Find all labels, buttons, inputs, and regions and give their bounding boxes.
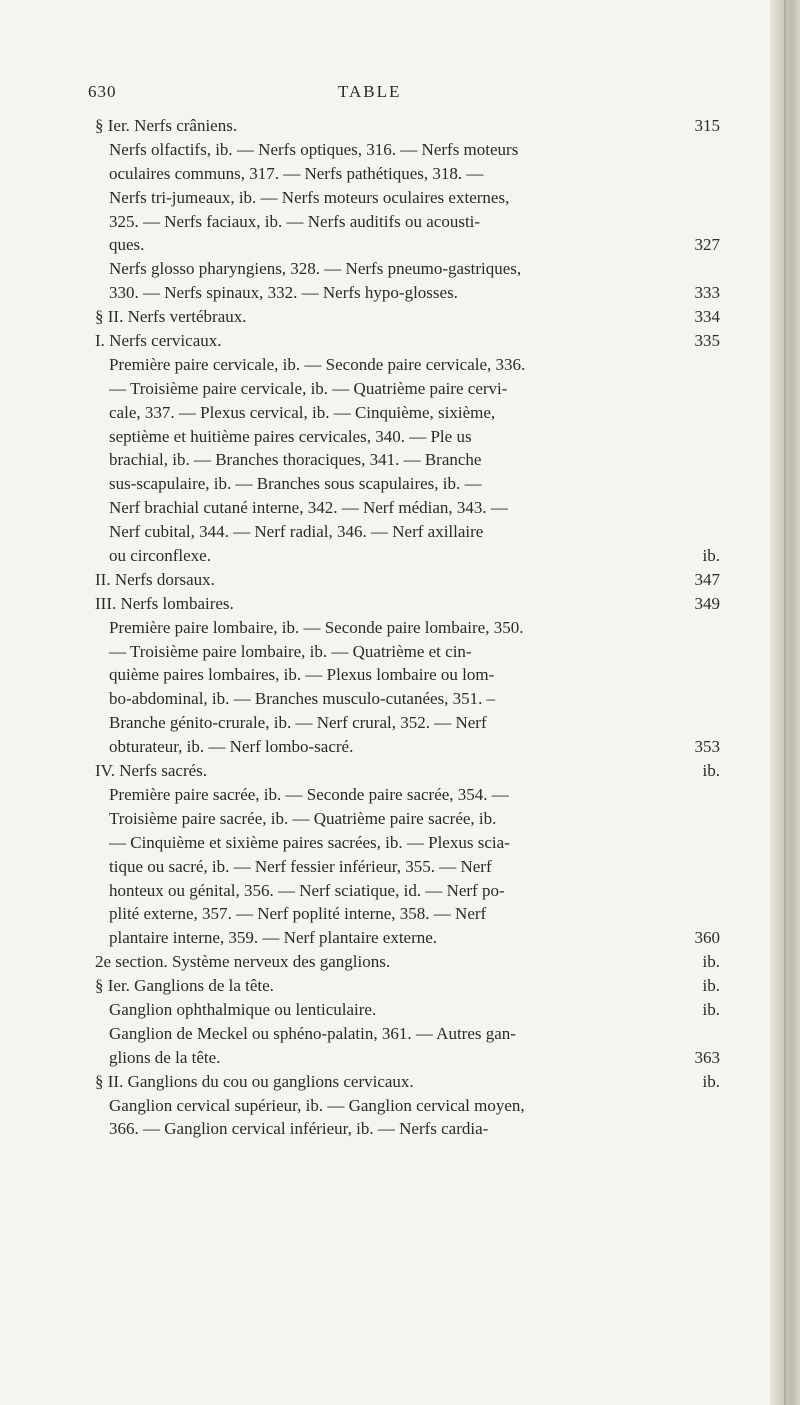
toc-line [95, 401, 720, 425]
toc-line [95, 472, 720, 496]
toc-line-text: obturateur, ib. — Nerf lombo-sacré. [109, 737, 354, 757]
toc-line-text: quième paires lombaires, ib. — Plexus lombaire ou lom- [109, 665, 495, 685]
toc-line [95, 902, 720, 926]
toc-line-text: plité externe, 357. — Nerf poplité interne, 358. — Nerf [109, 904, 487, 924]
toc-line-text: § II. Ganglions du cou ou ganglions cervicaux. [95, 1071, 414, 1091]
toc-line-text: brachial, ib. — Branches thoraciques, 341. — Branche [109, 450, 482, 470]
toc-line [95, 783, 720, 807]
toc-line [95, 186, 720, 210]
running-title: TABLE [338, 82, 402, 101]
toc-line-text: Première paire lombaire, ib. — Seconde paire lombaire, 350. [109, 617, 524, 637]
toc-line [95, 496, 720, 520]
toc-line-text: 2e section. Système nerveux des ganglions. [95, 952, 391, 972]
toc-line [95, 233, 720, 257]
book-binding [770, 0, 800, 1405]
toc-page-ref: ib. [702, 976, 720, 996]
toc-line-text: Nerfs tri-jumeaux, ib. — Nerfs moteurs oculaires externes, [109, 187, 510, 207]
toc-line [95, 926, 720, 950]
toc-page-ref: ib. [702, 546, 720, 566]
toc-line-text: 366. — Ganglion cervical inférieur, ib. — Nerfs cardia- [109, 1119, 489, 1139]
toc-line [95, 711, 720, 735]
toc-line [95, 807, 720, 831]
toc-line-text: II. Nerfs dorsaux. [95, 569, 215, 589]
toc-line [95, 138, 720, 162]
toc-line [95, 998, 720, 1022]
toc-line-text: Nerfs glosso pharyngiens, 328. — Nerfs pneumo-gastriques, [109, 259, 522, 279]
toc-line [95, 281, 720, 305]
toc-line-text: Nerf brachial cutané interne, 342. — Nerf médian, 343. — [109, 498, 508, 518]
toc-line [95, 1046, 720, 1070]
toc-line [95, 831, 720, 855]
toc-page-ref: ib. [702, 1071, 720, 1091]
toc-page-ref: 349 [694, 593, 720, 613]
toc-line [95, 855, 720, 879]
toc-line [95, 974, 720, 998]
toc-line [95, 329, 720, 353]
toc-line-text: bo-abdominal, ib. — Branches musculo-cutanées, 351. – [109, 689, 496, 709]
toc-line-text: — Troisième paire cervicale, ib. — Quatrième paire cervi- [109, 378, 508, 398]
toc-line-text: — Cinquième et sixième paires sacrées, ib. — Plexus scia- [109, 832, 510, 852]
toc-line [95, 210, 720, 234]
binding-edge [784, 0, 786, 1405]
toc-line-text: § II. Nerfs vertébraux. [95, 307, 247, 327]
toc-page-ref: 347 [694, 569, 720, 589]
page-number: 630 [88, 82, 117, 101]
toc-line-text: IV. Nerfs sacrés. [95, 761, 208, 781]
toc-line-text: Ganglion de Meckel ou sphéno-palatin, 361. — Autres gan- [109, 1023, 516, 1043]
toc-line-text: Troisième paire sacrée, ib. — Quatrième paire sacrée, ib. [109, 808, 497, 828]
toc-page-ref: 315 [694, 116, 720, 135]
toc-line [95, 425, 720, 449]
toc-line-text: Nerf cubital, 344. — Nerf radial, 346. — Nerf axillaire [109, 522, 484, 542]
toc-page-ref: ib. [702, 952, 720, 972]
toc-line [95, 735, 720, 759]
toc-page-ref: 333 [694, 283, 720, 303]
toc-line-text: — Troisième paire lombaire, ib. — Quatrième et cin- [109, 641, 472, 661]
toc-line [95, 759, 720, 783]
toc-line-text: Ganglion ophthalmique ou lenticulaire. [109, 999, 377, 1019]
toc-line-text: plantaire interne, 359. — Nerf plantaire externe. [109, 928, 438, 948]
toc-page-ref: ib. [702, 761, 720, 781]
toc-line-text: tique ou sacré, ib. — Nerf fessier inférieur, 355. — Nerf [109, 856, 492, 876]
toc-line-text: ou circonflexe. [109, 546, 211, 566]
toc-line [95, 544, 720, 568]
toc-page-ref: 363 [694, 1047, 720, 1067]
toc-line [95, 1117, 720, 1141]
toc-line [95, 114, 720, 138]
toc-page-ref: 335 [694, 331, 720, 351]
toc-line-text: § Ier. Ganglions de la tête. [95, 976, 274, 996]
toc-page-ref: 327 [694, 235, 720, 255]
toc-line-text: Branche génito-crurale, ib. — Nerf crural, 352. — Nerf [109, 713, 487, 733]
toc-line [95, 162, 720, 186]
toc-line-text: Ganglion cervical supérieur, ib. — Ganglion cervical moyen, [109, 1095, 525, 1115]
toc-line [95, 377, 720, 401]
toc-line-text: III. Nerfs lombaires. [95, 593, 234, 613]
toc-line [95, 592, 720, 616]
toc-line [95, 1022, 720, 1046]
toc-line [95, 257, 720, 281]
toc-line [95, 520, 720, 544]
toc-line-text: Première paire cervicale, ib. — Seconde paire cervicale, 336. [109, 354, 526, 374]
toc-line [95, 640, 720, 664]
toc-line [95, 305, 720, 329]
page-header [88, 82, 738, 108]
table-of-contents [95, 114, 720, 1141]
toc-line [95, 1094, 720, 1118]
toc-line-text: honteux ou génital, 356. — Nerf sciatique, id. — Nerf po- [109, 880, 505, 900]
toc-line [95, 663, 720, 687]
toc-line-text: septième et huitième paires cervicales, 340. — Ple us [109, 426, 472, 446]
toc-line-text: ques. [109, 235, 145, 255]
toc-line [95, 1070, 720, 1094]
toc-page-ref: ib. [702, 999, 720, 1019]
toc-line-text: oculaires communs, 317. — Nerfs pathétiques, 318. — [109, 163, 484, 183]
toc-line-text: sus-scapulaire, ib. — Branches sous scapulaires, ib. — [109, 474, 482, 494]
toc-line [95, 448, 720, 472]
toc-line-text: 325. — Nerfs faciaux, ib. — Nerfs auditifs ou acousti- [109, 211, 481, 231]
toc-line [95, 879, 720, 903]
toc-line-text: 330. — Nerfs spinaux, 332. — Nerfs hypo-glosses. [109, 283, 458, 303]
toc-line-text: Première paire sacrée, ib. — Seconde paire sacrée, 354. — [109, 784, 509, 804]
toc-line-text: Nerfs olfactifs, ib. — Nerfs optiques, 316. — Nerfs moteurs [109, 139, 519, 159]
toc-line [95, 616, 720, 640]
toc-line [95, 687, 720, 711]
toc-page-ref: 360 [694, 928, 720, 948]
toc-line [95, 353, 720, 377]
toc-line-text: cale, 337. — Plexus cervical, ib. — Cinquième, sixième, [109, 402, 496, 422]
toc-line-text: I. Nerfs cervicaux. [95, 331, 222, 351]
toc-line-text: glions de la tête. [109, 1047, 221, 1067]
toc-line [95, 568, 720, 592]
toc-page-ref: 334 [694, 307, 720, 327]
toc-line-text: § Ier. Nerfs crâniens. [95, 116, 238, 135]
toc-page-ref: 353 [694, 737, 720, 757]
toc-line [95, 950, 720, 974]
